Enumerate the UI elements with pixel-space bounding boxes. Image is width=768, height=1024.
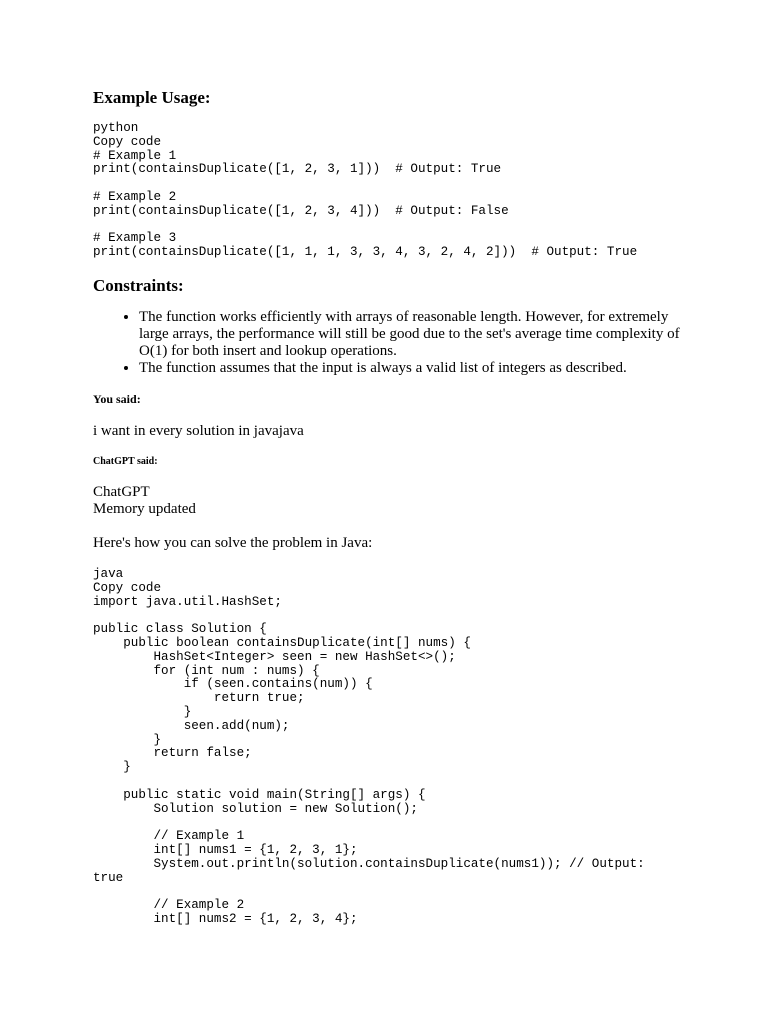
constraint-item: • The function assumes that the input is always a valid list of integers as described. — [139, 360, 693, 377]
document-page — [93, 88, 693, 927]
you-said-label: You said: — [93, 391, 141, 406]
constraints-heading: Constraints: — [93, 275, 184, 295]
user-message: i want in every solution in javajava — [93, 422, 304, 439]
python-code-block: python Copy code # Example 1 print(containsDuplicate([1, 2, 3, 1])) # Output: True # Example 2 print(containsDuplicate([1, 2, 3, 4])) # Output: False # Example 3 print(containsDuplicate([1, 1, 1, 3, 3, 4, 3, 2, 4, 2])) # Output: True — [93, 121, 638, 260]
chatgpt-said-label: ChatGPT said: — [93, 455, 158, 467]
assistant-name: ChatGPT — [93, 483, 150, 500]
memory-status: Memory updated — [93, 500, 196, 517]
constraints-list — [93, 309, 693, 377]
java-code-block: java Copy code import java.util.HashSet; public class Solution { public boolean containsDuplicate(int[] nums) { HashSet<Integer> seen = new HashSet<>(); for (int num : nums) { if (seen.contains(num)) { return true; } seen.add(num); } return false; } public static void main(String[] args) { Solution solution = new Solution(); // Example 1 int[] nums1 = {1, 2, 3, 1}; System.out.println(solution.containsDuplicate(nums1)); // Output: true // Example 2 int[] nums2 = {1, 2, 3, 4}; — [93, 566, 645, 926]
assistant-intro: Here's how you can solve the problem in Java: — [93, 534, 373, 551]
assistant-header — [93, 484, 693, 518]
example-usage-heading: Example Usage: — [93, 88, 211, 107]
constraint-item: • The function works efficiently with arrays of reasonable length. However, for extremely large arrays, the performance will still be good due to the set's average time complexity of O(1) for both insert and lookup operations. — [139, 309, 693, 360]
